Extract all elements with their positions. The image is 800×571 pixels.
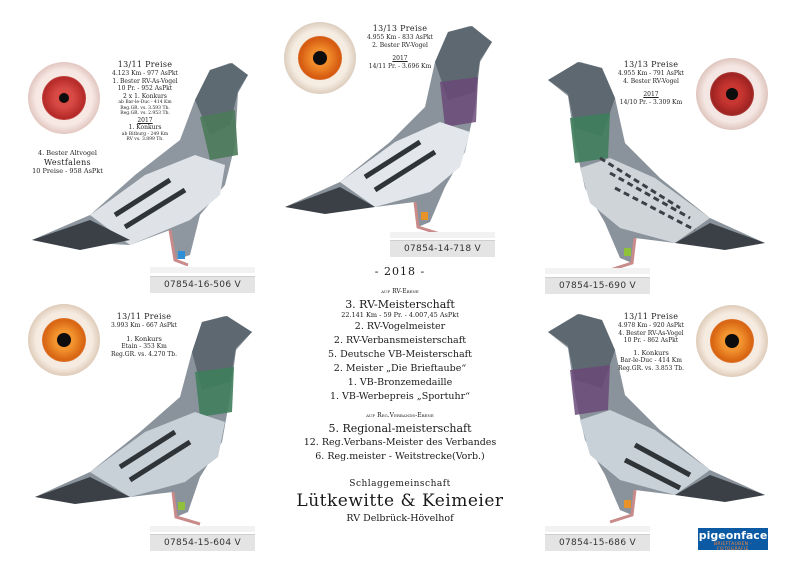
loft-location: RV Delbrück-Hövelhof xyxy=(346,513,454,524)
bird-extra-1: 4. Bester Altvogel Westfalens 10 Preise - 958 AsPkt xyxy=(32,149,103,175)
rv-line-5: 5. Deutsche VB-Meisterschaft xyxy=(328,349,472,360)
year-heading: - 2018 - xyxy=(374,265,426,278)
reg-line-3: 6. Reg.meister - Weitstrecke(Vorb.) xyxy=(315,451,485,462)
ring-number-2: 07854-14-718 V xyxy=(390,240,495,257)
bird-info-5: 13/11 Preise 4.978 Km - 920 AsPkt 4. Bester RV-As-Vogel 10 Pr. - 862 AsPkt 1. Konkurs Bar-le-Duc - 414 Km Reg.GR. vs. 3.853 Tb. xyxy=(617,312,685,372)
rv-line-7: 1. VB-Bronzemedaille xyxy=(347,377,453,388)
bird-info-2: 13/13 Preise 4.955 Km - 833 AsPkt 2. Bester RV-Vogel 2017 14/11 Pr. - 3.696 Km xyxy=(367,24,433,70)
ring-number-3: 07854-15-690 V xyxy=(545,277,650,294)
rv-line-4: 2. RV-Verbansmeisterschaft xyxy=(333,335,467,346)
loft-type: Schlaggemeinschaft xyxy=(349,479,451,489)
achievements-panel xyxy=(290,264,510,525)
rv-heading: auf RV-Ebene xyxy=(381,288,419,295)
pigeonface-logo: pigeonface BRIEFTAUBEN - FOTOGRAFIE xyxy=(698,529,768,552)
bird-info-4: 13/11 Preise 3.993 Km - 667 AsPkt 1. Konkurs Etain - 353 Km Reg.GR. vs. 4.270 Tb. xyxy=(110,312,178,358)
rv-line-6: 2. Meister „Die Brieftaube“ xyxy=(333,363,467,374)
ring-number-5: 07854-15-686 V xyxy=(545,534,650,551)
bird-info-3: 13/13 Preise 4.955 Km - 791 AsPkt 4. Bester RV-Vogel 2017 14/10 Pr. - 3.309 Km xyxy=(618,60,684,106)
ring-number-1: 07854-16-506 V xyxy=(150,276,255,293)
reg-line-2: 12. Reg.Verbans-Meister des Verbandes xyxy=(303,437,497,448)
rv-line-2: 22.141 Km - 59 Pr. - 4.007,45 AsPkt xyxy=(341,311,459,319)
rv-line-1: 3. RV-Meisterschaft xyxy=(345,298,455,311)
reg-heading: auf Reg.Verbands-Ebene xyxy=(366,412,434,419)
reg-line-1: 5. Regional-meisterschaft xyxy=(328,422,472,435)
rv-line-8: 1. VB-Werbepreis „Sportuhr“ xyxy=(329,391,471,402)
loft-names: Lütkewitte & Keimeier xyxy=(296,491,504,511)
bird-info-1: 13/11 Preise 4.123 Km - 977 AsPkt 1. Bester RV-As-Vogel 10 Pr. - 952 AsPkt 2 x 1. Konkurs ab Bar-le-Duc - 414 Km Reg.GR. vs. 3.593 Tb. Reg.GR. vs. 2.953 Tb. 2017 1. Konkurs ab Bitburg - 249 Km RV vs. 3.899 Tb. xyxy=(112,60,178,142)
rv-line-3: 2. RV-Vogelmeister xyxy=(354,321,446,332)
ring-number-4: 07854-15-604 V xyxy=(150,534,255,551)
